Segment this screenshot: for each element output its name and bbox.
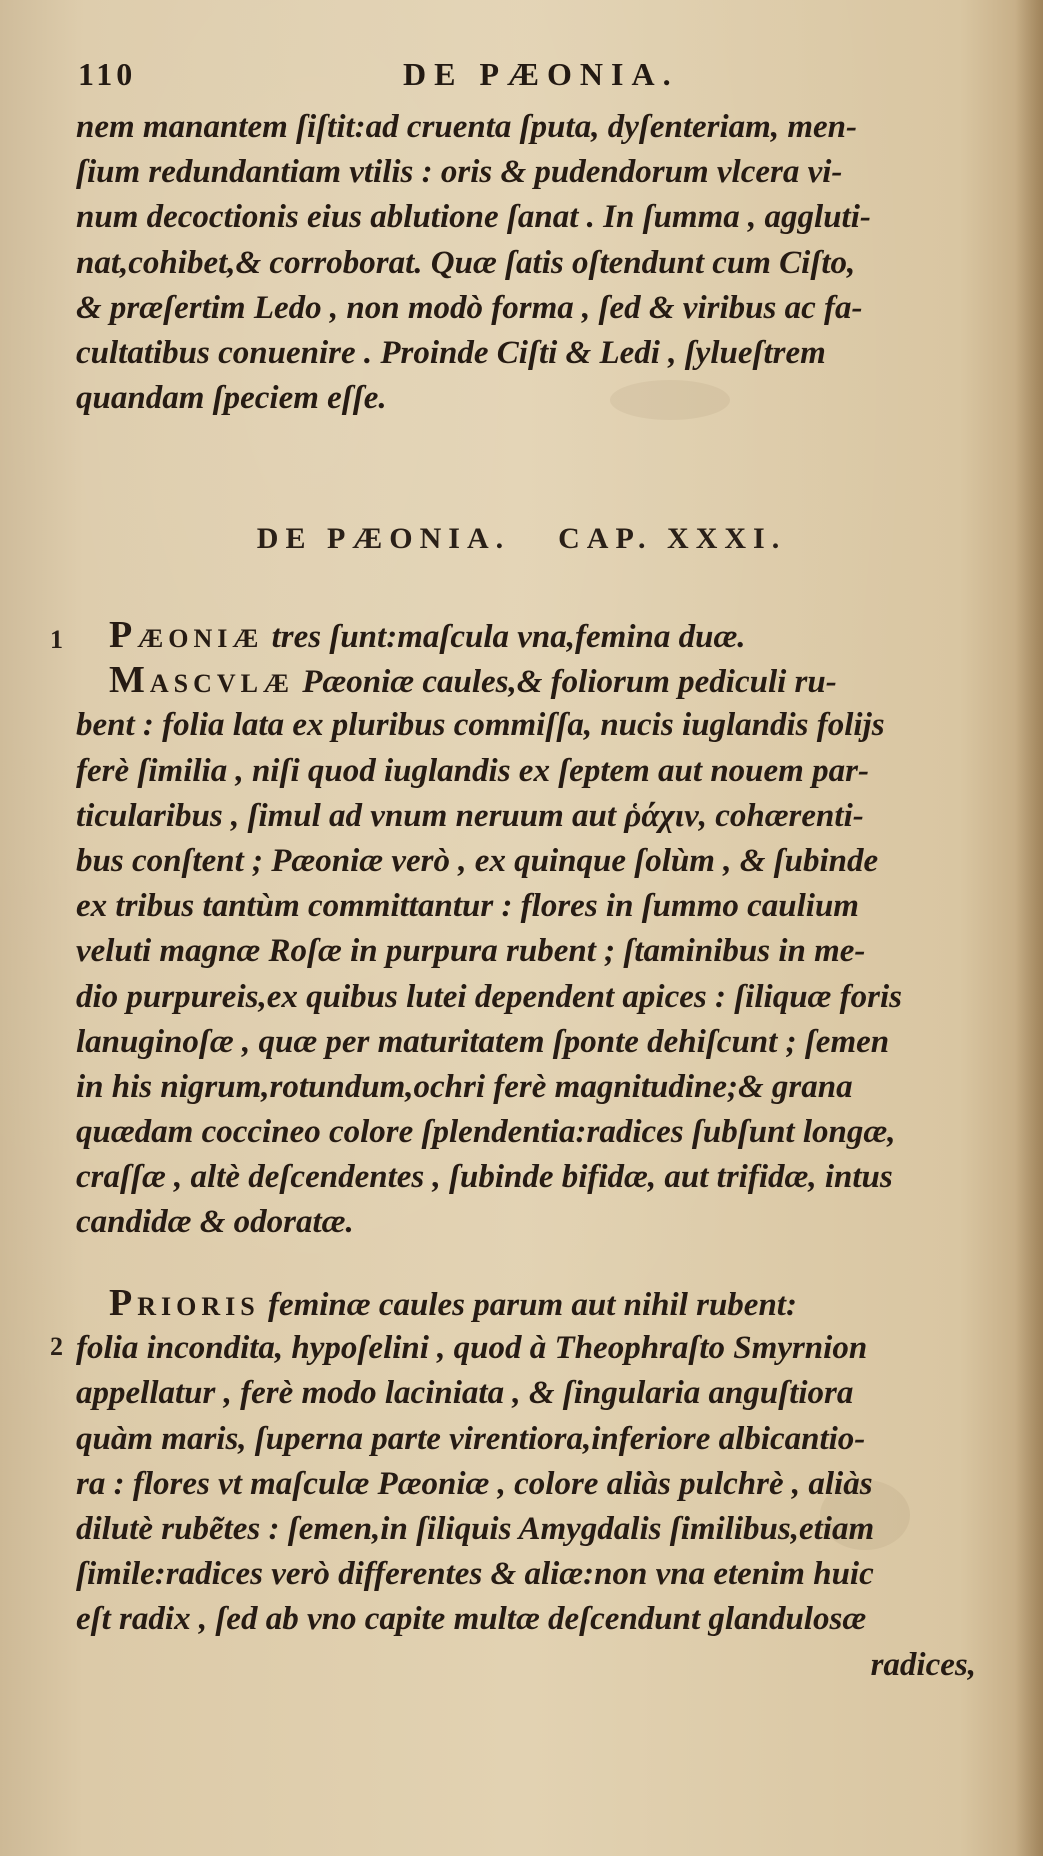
text-line: ex tribus tantùm committantur : flores in ſummo caulium: [76, 888, 859, 925]
lead-line: PRIORIS feminæ caules parum aut nihil rubent:: [109, 1282, 797, 1324]
text-line: nem manantem ſiſtit:ad cruenta ſputa, dyſenteriam, men-: [76, 109, 857, 145]
text-line: folia incondita, hypoſelini , quod à Theophraſto Smyrnion: [76, 1330, 868, 1367]
text-line: ferè ſimilia , niſi quod iuglandis ex ſeptem aut nouem par-: [76, 752, 869, 789]
marginal-number: 1: [50, 625, 63, 654]
text-line: ra : flores vt maſculæ Pæoniæ , colore aliàs pulchrè , aliàs: [76, 1465, 873, 1502]
text-line: quàm maris, ſuperna parte virentiora,inferiore albicantio-: [76, 1420, 866, 1457]
running-title: DE PÆONIA.: [403, 56, 679, 92]
text-line: dilutè rubẽtes : ſemen,in ſiliquis Amygdalis ſimilibus,etiam: [76, 1510, 875, 1547]
small-caps: PÆONIÆ: [109, 614, 264, 656]
small-caps: MASCVLÆ: [109, 659, 295, 702]
marginal-number: 2: [50, 1332, 63, 1361]
running-head: [78, 56, 958, 106]
continuation-paragraph: [76, 105, 986, 421]
catchword: radices,: [870, 1646, 976, 1683]
text-line: quædam coccineo colore ſplendentia:radices ſubſunt longæ,: [76, 1114, 896, 1151]
lead-line: MASCVLÆ Pæoniæ caules,& foliorum pediculi ru-: [109, 659, 837, 702]
text-line: ſium redundantiam vtilis : oris & pudendorum vlcera vi-: [76, 154, 843, 191]
text-line: cultatibus conuenire . Proinde Ciſti & Ledi , ſylueſtrem: [76, 334, 826, 371]
text-line: craſſæ , altè deſcendentes , ſubinde bifidæ, aut trifidæ, intus: [76, 1159, 893, 1196]
text-line: num decoctionis eius ablutione ſanat . In ſumma , aggluti-: [76, 199, 871, 236]
chapter-title: DE PÆONIA.: [256, 522, 511, 555]
text-line: eſt radix , ſed ab vno capite multæ deſcendunt glandulosæ: [76, 1601, 867, 1638]
text-line: candidæ & odoratæ.: [76, 1204, 354, 1241]
text-line: ſimile:radices verò differentes & aliæ:non vna etenim huic: [76, 1556, 874, 1593]
text-line: appellatur , ferè modo laciniata , & ſingularia anguſtiora: [76, 1375, 854, 1412]
text-line: quandam ſpeciem eſſe.: [76, 380, 387, 417]
paragraph-2: [76, 1281, 986, 1688]
text-line: nat,cohibet,& corroborat. Quæ ſatis oſtendunt cum Ciſto,: [76, 244, 856, 281]
chapter-heading: [0, 522, 1043, 556]
paragraph-1: [76, 613, 986, 1246]
chapter-number: CAP. XXXI.: [558, 522, 787, 555]
text-line: dio purpureis,ex quibus lutei dependent apices : ſiliquæ foris: [76, 978, 902, 1015]
small-caps: PRIORIS: [109, 1282, 260, 1324]
text-line: & præſertim Ledo , non modò forma , ſed & viribus ac fa-: [76, 289, 863, 326]
text-line: veluti magnæ Roſæ in purpura rubent ; ſtaminibus in me-: [76, 933, 866, 970]
text-line: lanuginoſæ , quæ per maturitatem ſponte dehiſcunt ; ſemen: [76, 1023, 890, 1060]
text-line: in his nigrum,rotundum,ochri ferè magnitudine;& grana: [76, 1068, 853, 1105]
page-number: 110: [78, 56, 137, 92]
text-line: bus conſtent ; Pæoniæ verò , ex quinque ſolùm , & ſubinde: [76, 842, 879, 879]
text-line: bent : folia lata ex pluribus commiſſa, nucis iuglandis folijs: [76, 707, 885, 744]
intro-line: PÆONIÆ tres ſunt:maſcula vna,femina duæ.: [109, 614, 746, 656]
text-line: ticularibus , ſimul ad vnum neruum aut ῥάχιν, cohærenti-: [76, 797, 864, 834]
